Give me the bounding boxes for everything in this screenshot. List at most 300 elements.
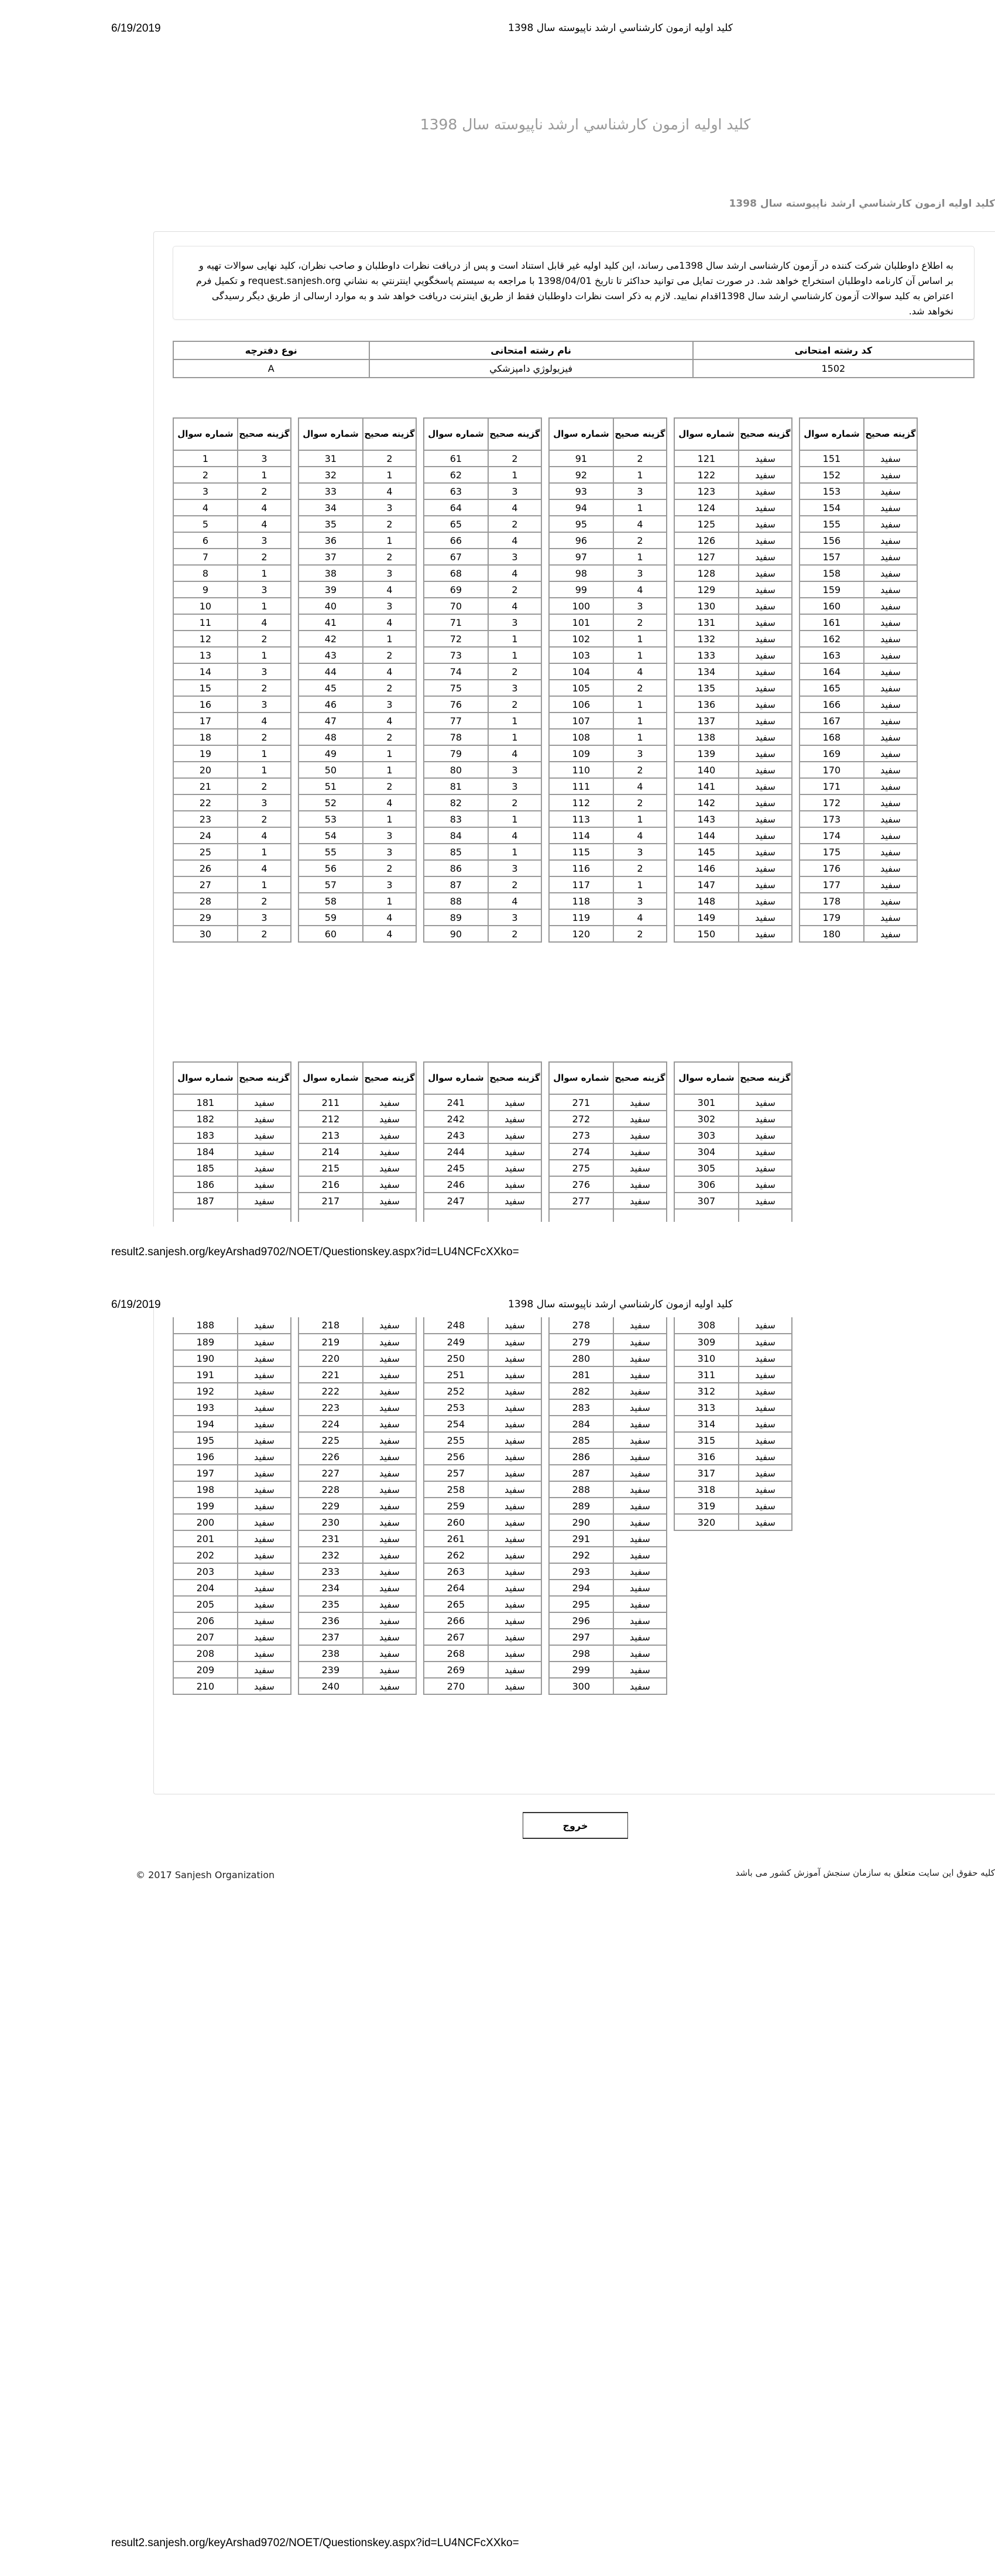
- correct-option: 1: [488, 647, 541, 663]
- answer-row: [424, 909, 541, 926]
- question-number: 307: [674, 1193, 739, 1209]
- correct-option: سفید: [488, 1678, 541, 1694]
- correct-option: سفید: [739, 827, 792, 844]
- answer-row: [424, 1514, 541, 1530]
- question-number-header: شماره سوال: [424, 1062, 488, 1094]
- correct-option: سفید: [363, 1193, 416, 1209]
- exam-name: فيزيولوژي دامپزشكي: [369, 359, 693, 378]
- answer-row: [800, 614, 917, 631]
- answer-row: [298, 1596, 416, 1612]
- answer-row: [674, 1399, 792, 1416]
- question-number: 192: [173, 1383, 238, 1399]
- answer-row: [298, 565, 416, 581]
- answer-row: [800, 598, 917, 614]
- correct-option: سفید: [488, 1193, 541, 1209]
- answer-row: [173, 483, 291, 499]
- answer-row: [424, 516, 541, 532]
- correct-option: سفید: [864, 450, 917, 467]
- correct-option: 2: [488, 450, 541, 467]
- question-number: 310: [674, 1350, 739, 1366]
- answer-key-table: [423, 1317, 542, 1695]
- correct-option: سفید: [739, 1498, 792, 1514]
- question-number: 244: [424, 1143, 488, 1160]
- question-number: 43: [298, 647, 363, 663]
- question-number: 120: [549, 926, 613, 942]
- question-number: 188: [173, 1317, 238, 1334]
- correct-option: 1: [363, 745, 416, 762]
- question-number: 31: [298, 450, 363, 467]
- question-number: 25: [173, 844, 238, 860]
- question-number: 292: [549, 1547, 613, 1563]
- answer-row: [674, 1176, 792, 1193]
- correct-option: سفید: [488, 1662, 541, 1678]
- answer-row: [549, 499, 667, 516]
- question-number: 201: [173, 1530, 238, 1547]
- correct-option: 4: [488, 499, 541, 516]
- print-date: 6/19/2019: [111, 1299, 161, 1311]
- correct-option: سفید: [363, 1432, 416, 1448]
- correct-option: 3: [363, 598, 416, 614]
- correct-option: 2: [613, 680, 667, 696]
- correct-option: سفید: [238, 1629, 291, 1645]
- question-number: 268: [424, 1645, 488, 1662]
- question-number: 14: [173, 663, 238, 680]
- answer-row: [173, 1317, 291, 1334]
- correct-option: سفید: [488, 1416, 541, 1432]
- question-number: 2: [173, 467, 238, 483]
- correct-option: سفید: [613, 1498, 667, 1514]
- correct-option: سفید: [613, 1366, 667, 1383]
- answer-row: [800, 450, 917, 467]
- correct-option: 4: [363, 483, 416, 499]
- correct-option: سفید: [363, 1481, 416, 1498]
- correct-option: سفید: [488, 1176, 541, 1193]
- answer-row: [424, 581, 541, 598]
- question-number: 35: [298, 516, 363, 532]
- answer-row: [674, 516, 792, 532]
- question-number: 245: [424, 1160, 488, 1176]
- answer-row: [424, 1160, 541, 1176]
- question-number: 100: [549, 598, 613, 614]
- answer-row: [424, 745, 541, 762]
- correct-option: 4: [488, 532, 541, 549]
- question-number: 249: [424, 1334, 488, 1350]
- question-number: 40: [298, 598, 363, 614]
- question-number: 59: [298, 909, 363, 926]
- answer-key-table: [298, 417, 417, 943]
- answer-row: [549, 1193, 667, 1209]
- correct-option: سفید: [739, 893, 792, 909]
- correct-option: سفید: [238, 1481, 291, 1498]
- question-number: 306: [674, 1176, 739, 1193]
- answer-row: [674, 1094, 792, 1111]
- answer-row: [173, 598, 291, 614]
- answer-row: [424, 1662, 541, 1678]
- answer-row: [800, 467, 917, 483]
- correct-option: سفید: [613, 1127, 667, 1143]
- answer-row: [549, 712, 667, 729]
- correct-option: سفید: [363, 1127, 416, 1143]
- answer-row: [424, 844, 541, 860]
- correct-option: سفید: [739, 499, 792, 516]
- correct-option: سفید: [739, 1317, 792, 1334]
- question-number: 5: [173, 516, 238, 532]
- correct-option: 4: [363, 614, 416, 631]
- question-number: 172: [800, 794, 864, 811]
- answer-row: [173, 581, 291, 598]
- answer-row: [173, 844, 291, 860]
- answer-key-table: [298, 1061, 417, 1222]
- question-number: 146: [674, 860, 739, 876]
- answer-row: [674, 712, 792, 729]
- answer-row: [298, 1094, 416, 1111]
- correct-option: سفید: [238, 1662, 291, 1678]
- answer-row: [549, 647, 667, 663]
- answer-row: [674, 467, 792, 483]
- answer-key-table: [548, 417, 667, 943]
- correct-option: سفید: [238, 1350, 291, 1366]
- correct-option: 1: [613, 631, 667, 647]
- question-number: 11: [173, 614, 238, 631]
- correct-option: سفید: [488, 1498, 541, 1514]
- question-number: 217: [298, 1193, 363, 1209]
- answer-row: [424, 1094, 541, 1111]
- correct-option: 1: [238, 598, 291, 614]
- question-number-header: شماره سوال: [674, 418, 739, 450]
- question-number: 176: [800, 860, 864, 876]
- answer-row: [298, 532, 416, 549]
- correct-option: سفید: [488, 1127, 541, 1143]
- question-number: 185: [173, 1160, 238, 1176]
- question-number: 97: [549, 549, 613, 565]
- answer-row: [298, 1143, 416, 1160]
- answer-row: [424, 1481, 541, 1498]
- answer-row: [549, 663, 667, 680]
- answer-row: [173, 827, 291, 844]
- correct-option: 2: [363, 516, 416, 532]
- correct-option: 1: [488, 631, 541, 647]
- question-number: 61: [424, 450, 488, 467]
- correct-option: 1: [488, 467, 541, 483]
- question-number: 136: [674, 696, 739, 712]
- correct-option: سفید: [864, 712, 917, 729]
- correct-option: سفید: [864, 909, 917, 926]
- correct-option: سفید: [739, 745, 792, 762]
- correct-option: سفید: [238, 1432, 291, 1448]
- correct-option: سفید: [488, 1143, 541, 1160]
- correct-option: سفید: [739, 467, 792, 483]
- correct-option: سفید: [613, 1094, 667, 1111]
- question-number: 195: [173, 1432, 238, 1448]
- answer-row: [173, 1580, 291, 1596]
- correct-option: سفید: [739, 1350, 792, 1366]
- answer-row: [173, 631, 291, 647]
- correct-option: سفید: [864, 663, 917, 680]
- answer-row: [298, 745, 416, 762]
- answer-row: [674, 1111, 792, 1127]
- question-number: 265: [424, 1596, 488, 1612]
- answer-row: [549, 1448, 667, 1465]
- answer-row: [173, 712, 291, 729]
- answer-row: [424, 926, 541, 942]
- correct-option: 3: [613, 598, 667, 614]
- question-number: 212: [298, 1111, 363, 1127]
- correct-option: 2: [238, 680, 291, 696]
- question-number: 228: [298, 1481, 363, 1498]
- question-number: 143: [674, 811, 739, 827]
- question-number: 69: [424, 581, 488, 598]
- answer-row: [549, 565, 667, 581]
- answer-key-header-row: [549, 1062, 667, 1094]
- question-number: 110: [549, 762, 613, 778]
- question-number: 302: [674, 1111, 739, 1127]
- question-number: 194: [173, 1416, 238, 1432]
- question-number: 28: [173, 893, 238, 909]
- answer-row: [298, 516, 416, 532]
- question-number: 135: [674, 680, 739, 696]
- question-number: 48: [298, 729, 363, 745]
- question-number: 83: [424, 811, 488, 827]
- correct-option: سفید: [363, 1350, 416, 1366]
- answer-row: [424, 565, 541, 581]
- question-number: 220: [298, 1350, 363, 1366]
- question-number: 246: [424, 1176, 488, 1193]
- answer-row: [549, 1678, 667, 1694]
- answer-row: [173, 565, 291, 581]
- answer-row: [549, 1645, 667, 1662]
- question-number: 165: [800, 680, 864, 696]
- question-number: 190: [173, 1350, 238, 1366]
- correct-option: [238, 1209, 291, 1222]
- correct-option: سفید: [238, 1547, 291, 1563]
- correct-option: سفید: [363, 1678, 416, 1694]
- answer-row: [298, 1481, 416, 1498]
- question-number: 58: [298, 893, 363, 909]
- answer-row: [674, 827, 792, 844]
- correct-option: سفید: [488, 1465, 541, 1481]
- question-number: 262: [424, 1547, 488, 1563]
- correct-option: سفید: [739, 1176, 792, 1193]
- answer-row: [549, 1383, 667, 1399]
- answer-key-table: [298, 1317, 417, 1695]
- question-number: 226: [298, 1448, 363, 1465]
- correct-option: سفید: [739, 1432, 792, 1448]
- correct-option-header: گزینه صحیح: [488, 418, 541, 450]
- question-number: 49: [298, 745, 363, 762]
- correct-option: سفید: [238, 1193, 291, 1209]
- correct-option: سفید: [363, 1366, 416, 1383]
- correct-option: سفید: [739, 450, 792, 467]
- correct-option: 4: [238, 712, 291, 729]
- correct-option: 2: [488, 516, 541, 532]
- question-number: 273: [549, 1127, 613, 1143]
- answer-row: [173, 1514, 291, 1530]
- question-number: 99: [549, 581, 613, 598]
- answer-row: [800, 631, 917, 647]
- page-break: [0, 1227, 995, 1300]
- question-number: 8: [173, 565, 238, 581]
- correct-option: 1: [488, 729, 541, 745]
- question-number: 122: [674, 467, 739, 483]
- answer-row: [800, 581, 917, 598]
- correct-option: سفید: [739, 680, 792, 696]
- correct-option: سفید: [739, 647, 792, 663]
- question-number: 150: [674, 926, 739, 942]
- question-number: 264: [424, 1580, 488, 1596]
- question-number: 82: [424, 794, 488, 811]
- correct-option: 4: [363, 581, 416, 598]
- answer-row: [549, 450, 667, 467]
- question-number-header: شماره سوال: [549, 418, 613, 450]
- question-number: 166: [800, 696, 864, 712]
- answer-row: [674, 565, 792, 581]
- answer-row: [800, 762, 917, 778]
- correct-option-header: گزینه صحیح: [739, 1062, 792, 1094]
- correct-option: سفید: [864, 680, 917, 696]
- question-number: 125: [674, 516, 739, 532]
- answer-row: [549, 1530, 667, 1547]
- question-number: 225: [298, 1432, 363, 1448]
- question-number: 138: [674, 729, 739, 745]
- question-number: 173: [800, 811, 864, 827]
- answer-row: [298, 1514, 416, 1530]
- correct-option: سفید: [363, 1629, 416, 1645]
- answer-row: [549, 696, 667, 712]
- correct-option: 1: [238, 745, 291, 762]
- correct-option: سفید: [739, 565, 792, 581]
- question-number: 155: [800, 516, 864, 532]
- question-number: 168: [800, 729, 864, 745]
- answer-key-block-2-page-2: [173, 1317, 792, 1695]
- question-number: 86: [424, 860, 488, 876]
- answer-row: [674, 860, 792, 876]
- answer-row: [800, 860, 917, 876]
- question-number: 160: [800, 598, 864, 614]
- correct-option: 2: [238, 483, 291, 499]
- answer-row: [424, 860, 541, 876]
- question-number: 232: [298, 1547, 363, 1563]
- question-number: 38: [298, 565, 363, 581]
- question-number: 293: [549, 1563, 613, 1580]
- correct-option: سفید: [739, 1094, 792, 1111]
- question-number: 109: [549, 745, 613, 762]
- answer-row: [298, 1432, 416, 1448]
- answer-row: [424, 1366, 541, 1383]
- exit-button[interactable]: خروج: [523, 1812, 628, 1839]
- answer-row: [549, 1481, 667, 1498]
- answer-row: [173, 549, 291, 565]
- answer-row: [298, 778, 416, 794]
- answer-row: [424, 467, 541, 483]
- answer-row: [298, 1629, 416, 1645]
- correct-option: 2: [238, 893, 291, 909]
- correct-option: سفید: [864, 631, 917, 647]
- question-number: 1: [173, 450, 238, 467]
- answer-row: [674, 1127, 792, 1143]
- answer-row: [173, 794, 291, 811]
- correct-option: سفید: [864, 844, 917, 860]
- question-number: 316: [674, 1448, 739, 1465]
- question-number: 275: [549, 1160, 613, 1176]
- answer-row: [674, 794, 792, 811]
- answer-row: [298, 696, 416, 712]
- correct-option: 4: [238, 860, 291, 876]
- correct-option: سفید: [613, 1350, 667, 1366]
- correct-option: سفید: [238, 1111, 291, 1127]
- question-number: 105: [549, 680, 613, 696]
- question-number: 57: [298, 876, 363, 893]
- correct-option: 2: [238, 778, 291, 794]
- question-number: 89: [424, 909, 488, 926]
- answer-row: [674, 483, 792, 499]
- answer-row: [424, 499, 541, 516]
- answer-row: [674, 1366, 792, 1383]
- question-number: 180: [800, 926, 864, 942]
- answer-row: [674, 1514, 792, 1530]
- answer-row: [549, 794, 667, 811]
- correct-option: سفید: [363, 1111, 416, 1127]
- answer-row: [173, 1127, 291, 1143]
- answer-row: [549, 1498, 667, 1514]
- correct-option: 1: [363, 811, 416, 827]
- correct-option: سفید: [363, 1160, 416, 1176]
- answer-row: [298, 893, 416, 909]
- correct-option: سفید: [238, 1094, 291, 1111]
- correct-option: 1: [363, 762, 416, 778]
- question-number: 204: [173, 1580, 238, 1596]
- question-number: 196: [173, 1448, 238, 1465]
- answer-row: [173, 1160, 291, 1176]
- question-number: 88: [424, 893, 488, 909]
- question-number: 284: [549, 1416, 613, 1432]
- question-number: 30: [173, 926, 238, 942]
- question-number: 22: [173, 794, 238, 811]
- correct-option: سفید: [739, 1514, 792, 1530]
- answer-row: [173, 1448, 291, 1465]
- question-number: 75: [424, 680, 488, 696]
- correct-option: 4: [613, 827, 667, 844]
- print-header: [0, 22, 995, 40]
- page-subtitle: كليد اوليه ازمون كارشناسي ارشد ناپيوسته سال 1398: [729, 198, 995, 210]
- exam-code: 1502: [693, 359, 974, 378]
- question-number: 171: [800, 778, 864, 794]
- question-number: 12: [173, 631, 238, 647]
- answer-row: [800, 680, 917, 696]
- correct-option: 1: [238, 467, 291, 483]
- answer-row: [674, 647, 792, 663]
- correct-option: سفید: [488, 1448, 541, 1465]
- answer-row: [549, 1580, 667, 1596]
- question-number: 179: [800, 909, 864, 926]
- question-number: 145: [674, 844, 739, 860]
- answer-row: [800, 926, 917, 942]
- question-number: 216: [298, 1176, 363, 1193]
- answer-row: [173, 1399, 291, 1416]
- answer-row: [173, 1612, 291, 1629]
- correct-option: 4: [238, 499, 291, 516]
- question-number: 197: [173, 1465, 238, 1481]
- question-number: 26: [173, 860, 238, 876]
- answer-key-table: [548, 1317, 667, 1695]
- question-number: 47: [298, 712, 363, 729]
- answer-row: [298, 1193, 416, 1209]
- correct-option: سفید: [864, 581, 917, 598]
- question-number: 67: [424, 549, 488, 565]
- question-number: 240: [298, 1678, 363, 1694]
- question-number: 111: [549, 778, 613, 794]
- question-number: 158: [800, 565, 864, 581]
- correct-option: سفید: [613, 1416, 667, 1432]
